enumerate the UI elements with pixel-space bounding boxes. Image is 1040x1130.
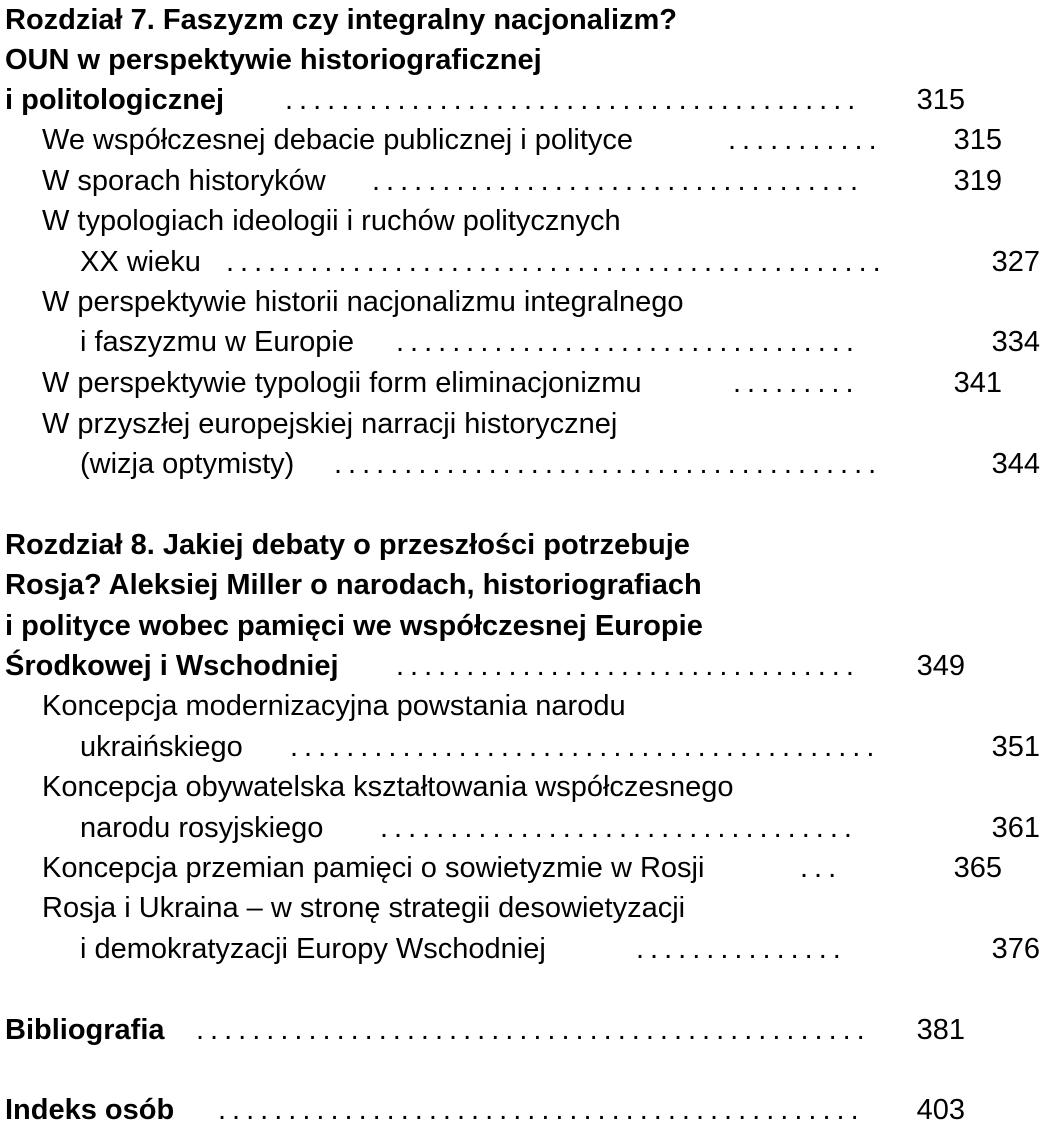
page-number: 349 bbox=[916, 650, 965, 682]
toc-entry bbox=[0, 242, 1040, 282]
entry-title-2: narodu rosyjskiego bbox=[80, 812, 324, 844]
entry-title-1: Rosja i Ukraina – w stronę strategii desowietyzacji bbox=[42, 892, 686, 924]
page-number: 315 bbox=[916, 84, 965, 116]
toc-entry-line-1 bbox=[0, 201, 1002, 241]
toc-entry bbox=[0, 929, 1040, 969]
leader-dots: ............................................... bbox=[226, 246, 887, 278]
leader-dots: ................................... bbox=[372, 165, 864, 197]
toc-entry bbox=[0, 848, 1002, 888]
toc-entry bbox=[0, 727, 1040, 767]
entry-title-1: W typologiach ideologii i ruchów politycznych bbox=[42, 205, 621, 237]
chapter-7-title-line-2 bbox=[0, 40, 965, 80]
page-number: 319 bbox=[953, 165, 1002, 197]
chapter-8-title-line-1 bbox=[0, 525, 965, 565]
entry-title: W sporach historyków bbox=[42, 165, 326, 197]
page-number: 344 bbox=[991, 448, 1040, 480]
entry-title: Koncepcja przemian pamięci o sowietyzmie w Rosji bbox=[42, 852, 705, 884]
leader-dots: ....................................... bbox=[334, 448, 883, 480]
index-title: Indeks osób bbox=[5, 1094, 175, 1126]
chapter-7-title-line-1 bbox=[0, 0, 965, 40]
chapter-7-title-text-2: OUN w perspektywie historiograficznej bbox=[5, 44, 542, 76]
entry-title: W perspektywie typologii form eliminacjonizmu bbox=[42, 367, 642, 399]
toc-entry bbox=[0, 161, 1002, 201]
leader-dots: ............... bbox=[636, 933, 847, 965]
bibliography-title: Bibliografia bbox=[5, 1014, 165, 1046]
entry-title-2: i demokratyzacji Europy Wschodniej bbox=[80, 933, 546, 965]
chapter-8-title-line-3 bbox=[0, 606, 965, 646]
toc-entry-line-1 bbox=[0, 404, 1002, 444]
leader-dots: ................................................ bbox=[196, 1014, 871, 1046]
chapter-8-title-text-4: Środkowej i Wschodniej bbox=[5, 650, 339, 682]
entry-title-2: XX wieku bbox=[80, 246, 201, 278]
page-number: 351 bbox=[991, 731, 1040, 763]
chapter-7-title-text-3: i politologicznej bbox=[5, 84, 225, 116]
toc-entry-line-1 bbox=[0, 282, 1002, 322]
entry-title-2: (wizja optymisty) bbox=[80, 448, 295, 480]
leader-dots: .............................................. bbox=[218, 1094, 865, 1126]
entry-title-1: W perspektywie historii nacjonalizmu integralnego bbox=[42, 286, 684, 318]
toc-entry bbox=[0, 322, 1040, 362]
page-number: 365 bbox=[953, 852, 1002, 884]
chapter-7-entry bbox=[0, 80, 965, 120]
leader-dots: .................................. bbox=[380, 812, 858, 844]
leader-dots: .......................................... bbox=[290, 731, 881, 763]
toc-entry bbox=[0, 808, 1040, 848]
toc-entry bbox=[0, 444, 1040, 484]
index-entry bbox=[0, 1090, 965, 1130]
toc-entry bbox=[0, 363, 1002, 403]
entry-title-1: Koncepcja obywatelska kształtowania współczesnego bbox=[42, 771, 734, 803]
leader-dots: ................................. bbox=[396, 650, 860, 682]
leader-dots: ......... bbox=[733, 367, 860, 399]
page-number: 381 bbox=[916, 1014, 965, 1046]
leader-dots: ................................. bbox=[396, 326, 860, 358]
toc-entry-line-1 bbox=[0, 767, 1002, 807]
entry-title-2: i faszyzmu w Europie bbox=[80, 326, 354, 358]
entry-title: We współczesnej debacie publicznej i polityce bbox=[42, 124, 634, 156]
page-number: 327 bbox=[991, 246, 1040, 278]
chapter-8-title-text-2: Rosja? Aleksiej Miller o narodach, historiografiach bbox=[5, 569, 702, 601]
leader-dots: ... bbox=[800, 852, 843, 884]
entry-title-1: Koncepcja modernizacyjna powstania narodu bbox=[42, 690, 626, 722]
chapter-8-entry bbox=[0, 646, 965, 686]
page-number: 334 bbox=[991, 326, 1040, 358]
page-number: 376 bbox=[991, 933, 1040, 965]
page-number: 403 bbox=[916, 1094, 965, 1126]
chapter-8-title-line-2 bbox=[0, 565, 965, 605]
toc-entry-line-1 bbox=[0, 888, 1002, 928]
bibliography-entry bbox=[0, 1010, 965, 1050]
chapter-8-title-text-1: Rozdział 8. Jakiej debaty o przeszłości potrzebuje bbox=[5, 529, 690, 561]
leader-dots: ......................................... bbox=[285, 84, 862, 116]
page-number: 341 bbox=[953, 367, 1002, 399]
toc-entry bbox=[0, 120, 1002, 160]
entry-title-1: W przyszłej europejskiej narracji historycznej bbox=[42, 408, 618, 440]
chapter-7-title-text-1: Rozdział 7. Faszyzm czy integralny nacjonalizm? bbox=[5, 4, 678, 36]
page-number: 315 bbox=[953, 124, 1002, 156]
leader-dots: ........... bbox=[728, 124, 883, 156]
chapter-8-title-text-3: i polityce wobec pamięci we współczesnej Europie bbox=[5, 610, 703, 642]
page-number: 361 bbox=[991, 812, 1040, 844]
entry-title-2: ukraińskiego bbox=[80, 731, 243, 763]
toc-entry-line-1 bbox=[0, 686, 1002, 726]
